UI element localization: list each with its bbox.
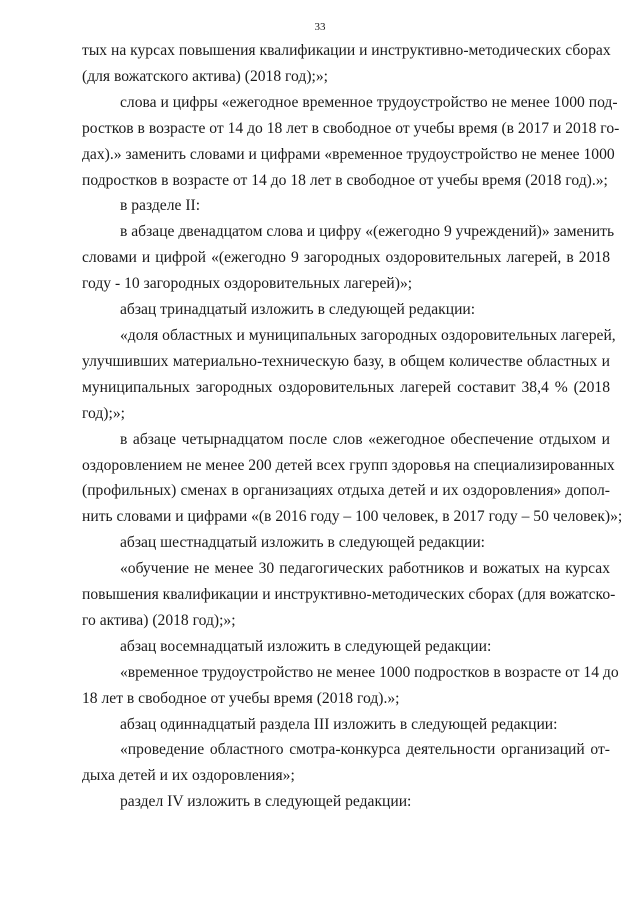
text-line: подростков в возрасте от 14 до 18 лет в свободное от учебы время (2018 год).»; bbox=[82, 171, 608, 189]
text-line: слова и цифры «ежегодное временное трудоустройство не менее 1000 под- bbox=[120, 93, 618, 111]
paragraph bbox=[82, 90, 620, 194]
text-line: муниципальных загородных оздоровительных лагерей составит 38,4 % (2018 bbox=[82, 378, 610, 396]
text-line: абзац шестнадцатый изложить в следующей редакции: bbox=[120, 534, 486, 552]
paragraph bbox=[82, 634, 610, 660]
text-line: в абзаце четырнадцатом после слов «ежегодное обеспечение отдыхом и bbox=[120, 430, 610, 448]
text-line: дах).» заменить словами и цифрами «временное трудоустройство не менее 1000 bbox=[82, 145, 615, 163]
paragraph bbox=[82, 193, 610, 219]
text-line: 18 лет в свободное от учебы время (2018 год).»; bbox=[82, 689, 400, 707]
text-line: словами и цифрой «(ежегодно 9 загородных оздоровительных лагерей, в 2018 bbox=[82, 249, 610, 267]
paragraph bbox=[82, 427, 623, 531]
text-line: ростков в возрасте от 14 до 18 лет в свободное от учебы время (в 2017 и 2018 го- bbox=[82, 119, 620, 137]
text-line: оздоровлением не менее 200 детей всех групп здоровья на специализированных bbox=[82, 456, 615, 474]
paragraph bbox=[82, 323, 616, 427]
text-line: абзац одиннадцатый раздела III изложить в следующей редакции: bbox=[120, 715, 558, 733]
paragraph bbox=[82, 789, 610, 815]
paragraph bbox=[82, 297, 610, 323]
text-line: го актива) (2018 год);»; bbox=[82, 611, 236, 629]
text-line: улучшивших материально-техническую базу, в общем количестве областных и bbox=[82, 352, 610, 370]
text-line: повышения квалификации и инструктивно-методических сборах (для вожатско- bbox=[82, 586, 616, 604]
paragraph bbox=[82, 737, 610, 789]
paragraph bbox=[82, 530, 610, 556]
document-body bbox=[82, 38, 623, 815]
text-line: год);»; bbox=[82, 404, 125, 422]
text-line: абзац тринадцатый изложить в следующей редакции: bbox=[120, 301, 476, 319]
text-line: «доля областных и муниципальных загородных оздоровительных лагерей, bbox=[120, 326, 616, 344]
text-line: (профильных) сменах в организациях отдыха детей и их оздоровления» допол- bbox=[82, 482, 610, 500]
paragraph bbox=[82, 38, 610, 90]
page-number: 33 bbox=[314, 21, 326, 33]
paragraph bbox=[82, 712, 610, 738]
paragraph bbox=[82, 219, 615, 297]
text-line: (для вожатского актива) (2018 год);»; bbox=[82, 67, 328, 85]
paragraph bbox=[82, 556, 616, 634]
text-line: нить словами и цифрами «(в 2016 году – 100 человек, в 2017 году – 50 человек)»; bbox=[82, 508, 623, 526]
text-line: году - 10 загородных оздоровительных лагерей)»; bbox=[82, 275, 413, 293]
paragraph bbox=[82, 660, 619, 712]
text-line: абзац восемнадцатый изложить в следующей редакции: bbox=[120, 637, 492, 655]
text-line: тых на курсах повышения квалификации и инструктивно-методических сборах bbox=[82, 42, 611, 59]
text-line: «временное трудоустройство не менее 1000 подростков в возрасте от 14 до bbox=[120, 663, 619, 681]
text-line: «обучение не менее 30 педагогических работников и вожатых на курсах bbox=[120, 560, 610, 578]
text-line: в разделе II: bbox=[120, 197, 201, 215]
text-line: дыха детей и их оздоровления»; bbox=[82, 767, 295, 785]
text-line: «проведение областного смотра-конкурса деятельности организаций от- bbox=[120, 741, 610, 759]
text-line: в абзаце двенадцатом слова и цифру «(ежегодно 9 учреждений)» заменить bbox=[120, 223, 615, 241]
text-line: раздел IV изложить в следующей редакции: bbox=[120, 793, 412, 811]
